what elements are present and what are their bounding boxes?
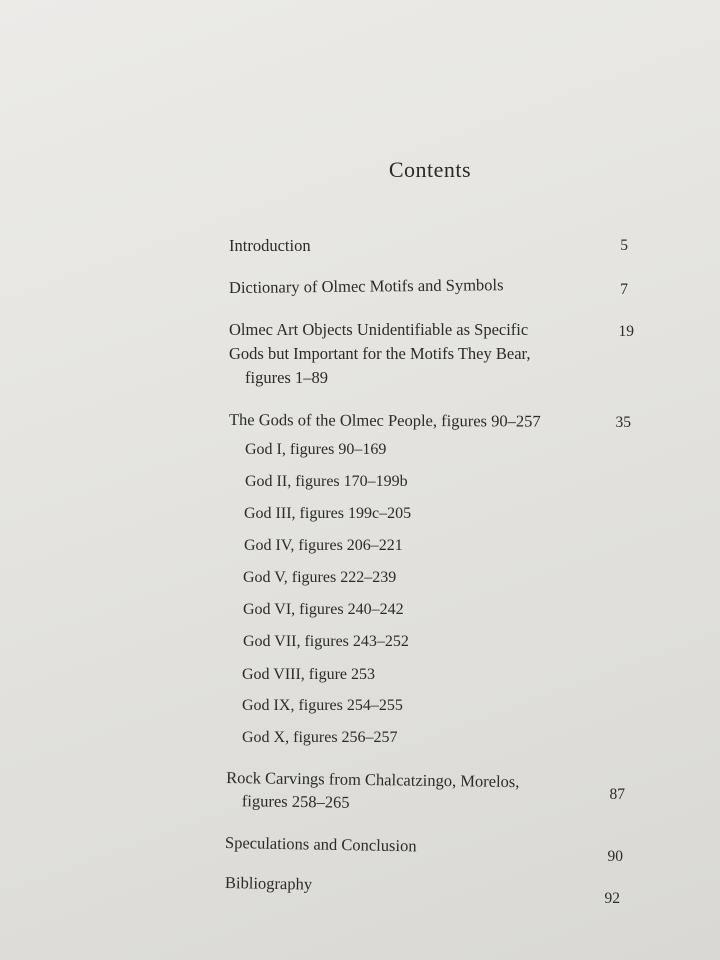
toc-entry-title: Bibliography bbox=[224, 873, 313, 894]
toc-entry-title: Introduction bbox=[229, 236, 311, 255]
page-title: Contents bbox=[388, 157, 472, 182]
toc-entry-title: Olmec Art Objects Unidentifiable as Specific bbox=[229, 320, 529, 339]
toc-entry-title: Dictionary of Olmec Motifs and Symbols bbox=[228, 275, 504, 297]
toc-page-number: 5 bbox=[620, 237, 628, 254]
toc-page-number: 92 bbox=[604, 890, 620, 907]
toc-entry-title: Speculations and Conclusion bbox=[224, 833, 417, 856]
toc-subentry-god-8: God VIII, figure 253 bbox=[242, 666, 376, 683]
toc-entry-gods bbox=[229, 408, 541, 433]
toc-page-number: 87 bbox=[609, 786, 625, 803]
toc-subentry-god-7: God VII, figures 243–252 bbox=[243, 633, 409, 650]
toc-subentry-god-6: God VI, figures 240–242 bbox=[243, 601, 404, 618]
toc-entry-art-objects bbox=[229, 318, 530, 390]
toc-subentry-god-3: God III, figures 199c–205 bbox=[244, 505, 412, 522]
toc-page-number: 90 bbox=[607, 848, 623, 865]
toc-entry-title: Rock Carvings from Chalcatzingo, Morelos, bbox=[226, 768, 520, 792]
toc-entry-title-cont: Gods but Important for the Motifs They Bear, bbox=[229, 344, 531, 363]
toc-entry-rock-carvings bbox=[226, 766, 520, 816]
toc-page-number: 35 bbox=[615, 414, 631, 431]
toc-entry-figures: figures 258–265 bbox=[241, 791, 350, 812]
toc-entry-title: The Gods of the Olmec People, figures 90–257 bbox=[228, 410, 541, 431]
toc-entry-introduction bbox=[229, 234, 311, 257]
toc-subentry-god-4: God IV, figures 206–221 bbox=[244, 537, 403, 554]
toc-subentry-god-9: God IX, figures 254–255 bbox=[242, 697, 403, 714]
toc-page-number: 7 bbox=[620, 281, 628, 298]
toc-subentry-god-1: God I, figures 90–169 bbox=[245, 441, 387, 458]
toc-subentry-god-2: God II, figures 170–199b bbox=[245, 473, 408, 490]
toc-entry-bibliography bbox=[225, 871, 312, 896]
toc-entry-figures: figures 1–89 bbox=[245, 368, 328, 387]
toc-page-number: 19 bbox=[618, 323, 634, 340]
toc-entry-dictionary bbox=[229, 273, 504, 299]
toc-subentry-god-5: God V, figures 222–239 bbox=[243, 569, 397, 586]
toc-entry-speculations bbox=[225, 831, 417, 857]
toc-subentry-god-10: God X, figures 256–257 bbox=[242, 729, 398, 746]
